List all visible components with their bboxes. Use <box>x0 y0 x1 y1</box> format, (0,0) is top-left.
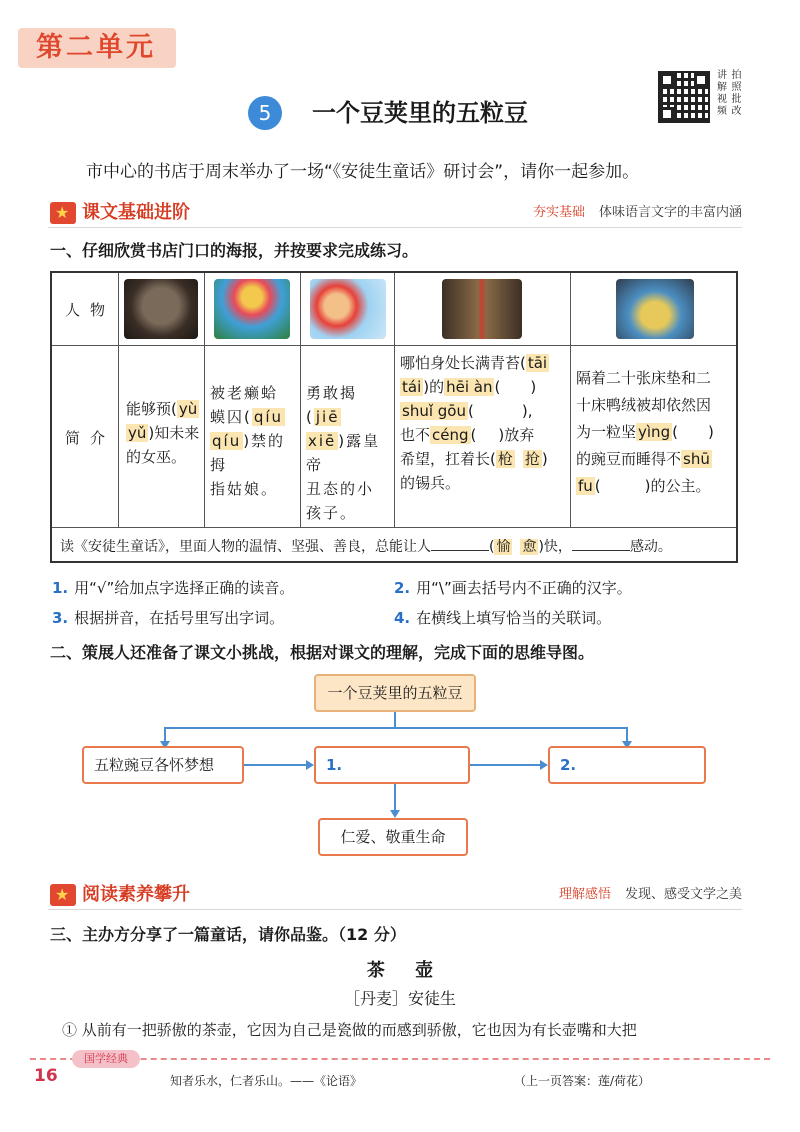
mindmap-box-1[interactable]: 1. <box>314 746 470 784</box>
task-2: 2. 用“\”画去括号内不正确的汉字。 <box>394 579 632 597</box>
thumbelina-image <box>214 279 290 339</box>
section-title: 课文基础进阶 <box>82 202 190 223</box>
footer-prev-answer: （上一页答案：莲/荷花） <box>514 1074 651 1088</box>
poster-table <box>50 271 738 563</box>
intro-witch: 能够预( yù yǔ )知未来 的女巫。 <box>126 400 200 466</box>
qr-code-icon[interactable] <box>658 71 710 123</box>
story-title: 茶 壶 <box>366 960 446 981</box>
intro-tin-soldier: 哪怕身处长满青苔( tāi tái )的 hēi àn ( ) shuǐ gōu ( ), 也不 céng ( )放弃 希望，扛着长( 枪 抢 ) 的锡兵。 <box>400 354 548 492</box>
task-1: 1. 用“√”给加点字选择正确的读音。 <box>52 579 295 597</box>
book-icon <box>50 884 76 906</box>
section-bar-basics <box>48 198 742 228</box>
section-subtitle: 理解感悟 发现、感受文学之美 <box>558 887 742 902</box>
intro-boy: 勇敢揭( jiē xiē )露皇帝 丑态的小 孩子。 <box>306 384 381 522</box>
intro-thumbelina: 被老癞蛤 蟆囚( qíu qíu )禁的拇 指姑娘。 <box>210 384 286 498</box>
lesson-title: 一个豆荚里的五粒豆 <box>312 98 528 127</box>
mindmap-root: 一个豆荚里的五粒豆 <box>314 674 476 712</box>
section-subtitle: 夯实基础 体味语言文字的丰富内涵 <box>532 205 742 220</box>
question-1-heading: 一、仔细欣赏书店门口的海报，并按要求完成练习。 <box>50 241 419 260</box>
footer-quote: 知者乐水，仁者乐山。——《论语》 <box>170 1074 363 1088</box>
princess-image <box>616 279 694 339</box>
poster-footer-sentence: 读《安徒生童话》，里面人物的温情、坚强、善良，总能让人 ( 愉 愈 )快， 感动。 <box>60 539 672 555</box>
tin-soldier-image <box>442 279 522 339</box>
mindmap-box-dreams: 五粒豌豆各怀梦想 <box>82 746 244 784</box>
row-label-intro: 简介 <box>64 429 115 447</box>
lesson-number-badge: 5 <box>248 96 282 130</box>
boy-image <box>310 279 386 339</box>
intro-text: 市中心的书店于周末举办了一场“《安徒生童话》研讨会”，请你一起参加。 <box>86 162 640 182</box>
footer-tag: 国学经典 <box>72 1050 140 1068</box>
unit-tab: 第二单元 <box>18 28 176 68</box>
star-icon <box>50 202 76 224</box>
qr-label: 讲解视频 拍照批改 <box>717 70 742 117</box>
page-number: 16 <box>34 1066 58 1086</box>
question-3-heading: 三、主办方分享了一篇童话，请你品鉴。（12 分） <box>50 925 406 944</box>
footer-divider <box>30 1058 770 1060</box>
section-bar-reading <box>48 880 742 910</box>
story-author: ［丹麦］安徒生 <box>343 989 456 1008</box>
story-paragraph-1: ① 从前有一把骄傲的茶壶，它因为自己是瓷做的而感到骄傲，它也因为有长壶嘴和大把 <box>62 1021 637 1039</box>
section-title: 阅读素养攀升 <box>82 884 190 905</box>
row-label-characters: 人物 <box>64 301 115 319</box>
blank-line-2[interactable] <box>572 550 630 551</box>
question-2-heading: 二、策展人还准备了课文小挑战，根据对课文的理解，完成下面的思维导图。 <box>50 643 595 662</box>
blank-line-1[interactable] <box>431 550 489 551</box>
mindmap-box-conclusion: 仁爱、敬重生命 <box>318 818 468 856</box>
task-4: 4. 在横线上填写恰当的关联词。 <box>394 609 612 627</box>
intro-princess: 隔着二十张床垫和二 十床鸭绒被却依然因 为一粒坚 yìng ( ) 的豌豆而睡得不 shū fu ( )的公主。 <box>576 369 714 495</box>
mindmap-box-2[interactable]: 2. <box>548 746 706 784</box>
witch-image <box>124 279 198 339</box>
task-3: 3. 根据拼音，在括号里写出字词。 <box>52 609 285 627</box>
